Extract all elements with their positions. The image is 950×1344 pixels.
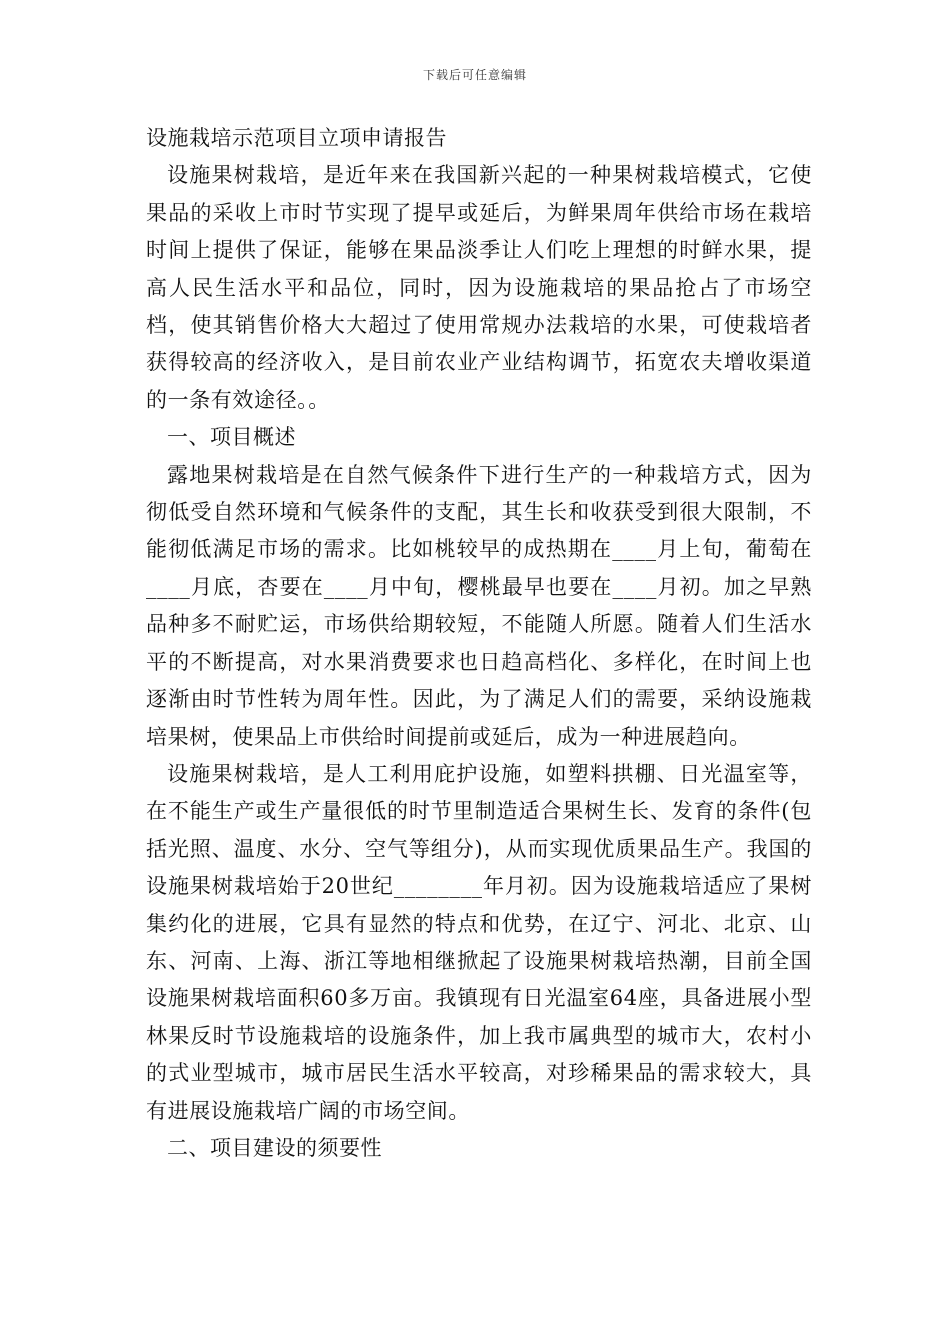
- header-note: 下载后可任意编辑: [422, 68, 527, 82]
- section-heading-necessity: 二、项目建设的须要性: [167, 1135, 382, 1160]
- overview-paragraph-1: 露地果树栽培是在自然气候条件下进行生产的一种栽培方式，因为彻低受自然环境和气候条件的支配，其生长和收获受到很大限制，不能彻低满足市场的需求。比如桃较早的成热期在____月上旬，葡萄在____月底，杏要在____月中旬，樱桃最早也要在____月初。加之早熟品种多不耐贮运，市场供给期较短，不能随人所愿。随着人们生活水平的不断提高，对水果消费要求也日趋高档化、多样化，在时间上也逐渐由时节性转为周年性。因此，为了满足人们的需要，采纳设施栽培果树，使果品上市供给时间提前或延后，成为一种进展趋向。: [146, 462, 812, 749]
- document-title: 设施栽培示范项目立项申请报告: [146, 126, 447, 150]
- document-body: [146, 120, 812, 1167]
- section-heading-overview: 一、项目概述: [167, 425, 296, 450]
- overview-paragraph-2: 设施果树栽培，是人工利用庇护设施，如塑料拱棚、日光温室等，在不能生产或生产量很低的时节里制造适合果树生长、发育的条件(包括光照、温度、水分、空气等组分)，从而实现优质果品生产。我国的设施果树栽培始于20世纪________年月初。因为设施栽培适应了果树集约化的进展，它具有显然的特点和优势，在辽宁、河北、北京、山东、河南、上海、浙江等地相继掀起了设施果树栽培热潮，目前全国设施果树栽培面积60多万亩。我镇现有日光温室64座，具备进展小型林果反时节设施栽培的设施条件，加上我市属典型的城市大，农村小的式业型城市，城市居民生活水平较高，对珍稀果品的需求较大，具有进展设施栽培广阔的市场空间。: [146, 761, 812, 1123]
- intro-paragraph: 设施果树栽培，是近年来在我国新兴起的一种果树栽培模式，它使果品的采收上市时节实现了提早或延后，为鲜果周年供给市场在栽培时间上提供了保证，能够在果品淡季让人们吃上理想的时鲜水果，提高人民生活水平和品位，同时，因为设施栽培的果品抢占了市场空档，使其销售价格大大超过了使用常规办法栽培的水果，可使栽培者获得较高的经济收入，是目前农业产业结构调节，拓宽农夫增收渠道的一条有效途径。。: [146, 163, 812, 412]
